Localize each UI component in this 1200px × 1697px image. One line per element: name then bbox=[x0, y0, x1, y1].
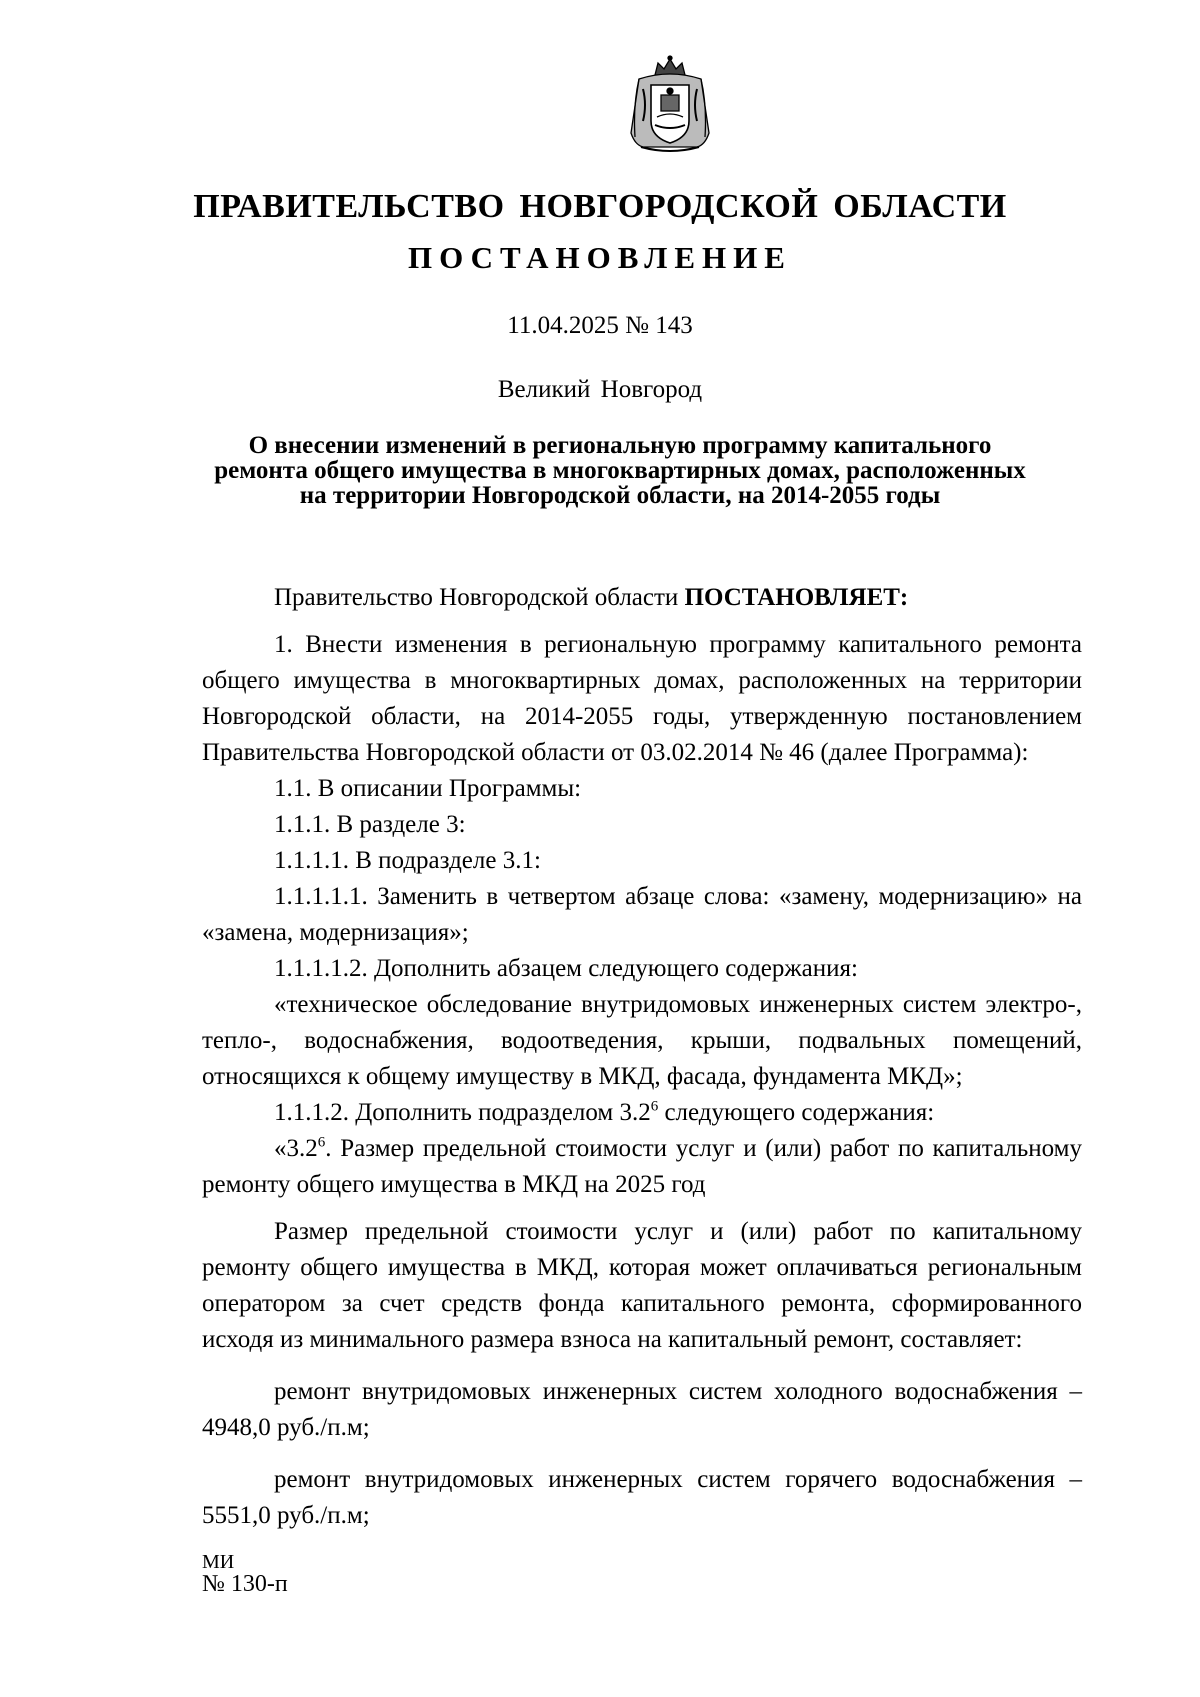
title-line: ремонта общего имущества в многоквартирных домах, расположенных bbox=[214, 457, 1026, 484]
organization-title: ПРАВИТЕЛЬСТВО НОВГОРОДСКОЙ ОБЛАСТИ bbox=[193, 188, 1007, 225]
document-city: Великий Новгород bbox=[497, 376, 703, 403]
paragraph-1-1-1-1: 1.1.1.1. В подразделе 3.1: bbox=[274, 847, 541, 874]
paragraph-cold-water: ремонт внутридомовых инженерных систем холодного водоснабжения – 4948,0 руб./п.м; bbox=[202, 1378, 1082, 1441]
paragraph-1-1-1: 1.1.1. В разделе 3: bbox=[274, 811, 466, 838]
document-type: ПОСТАНОВЛЕНИЕ bbox=[408, 240, 792, 275]
document-body bbox=[202, 580, 1082, 1534]
text-part: «3.2 bbox=[274, 1135, 318, 1162]
paragraph-1-1: 1.1. В описании Программы: bbox=[274, 775, 582, 802]
footer-project-number: № 130-п bbox=[202, 1571, 288, 1597]
paragraph-1-1-1-1-1: 1.1.1.1.1. Заменить в четвертом абзаце слова: «замену, модернизацию» на «замена, модернизация»; bbox=[202, 883, 1082, 946]
paragraph-quote: «техническое обследование внутридомовых инженерных систем электро-, тепло-, водоснабжения, водоотведения, крыши, подвальных помещений, относящихся к общему имуществу в МКД, фасада, фундамента МКД»; bbox=[202, 991, 1082, 1090]
title-line: на территории Новгородской области, на 2014-2055 годы bbox=[299, 482, 941, 509]
resolution-intro bbox=[202, 580, 1082, 616]
text-part: 1.1.1.2. Дополнить подразделом 3.2 bbox=[274, 1099, 651, 1126]
intro-bold: ПОСТАНОВЛЯЕТ: bbox=[684, 584, 909, 611]
document-date-number: 11.04.2025 № 143 bbox=[507, 312, 693, 339]
document-footer bbox=[202, 1551, 288, 1597]
title-line: О внесении изменений в региональную программу капитального bbox=[248, 432, 992, 459]
document-title bbox=[190, 433, 1050, 508]
footer-initials: МИ bbox=[202, 1551, 235, 1573]
paragraph-hot-water: ремонт внутридомовых инженерных систем горячего водоснабжения – 5551,0 руб./п.м; bbox=[202, 1466, 1082, 1529]
coat-of-arms-icon bbox=[625, 55, 715, 157]
text-part: следующего содержания: bbox=[658, 1099, 935, 1126]
superscript: 6 bbox=[317, 1134, 326, 1151]
paragraph-1-1-1-2 bbox=[202, 1095, 1082, 1131]
intro-text: Правительство Новгородской области bbox=[274, 584, 685, 611]
superscript: 6 bbox=[650, 1098, 659, 1115]
paragraph-1: 1. Внести изменения в региональную программу капитального ремонта общего имущества в многоквартирных домах, расположенных на территории Новгородской области, на 2014-2055 годы, утвержденную постановлением Правительства Новгородской области от 03.02.2014 № 46 (далее Программа): bbox=[202, 631, 1082, 766]
paragraph-size: Размер предельной стоимости услуг и (или) работ по капитальному ремонту общего имущества в МКД, которая может оплачиваться региональным оператором за счет средств фонда капитального ремонта, сформированного исходя из минимального размера взноса на капитальный ремонт, составляет: bbox=[202, 1218, 1082, 1353]
section-heading-3-2-6 bbox=[202, 1131, 1082, 1203]
paragraph-1-1-1-1-2: 1.1.1.1.2. Дополнить абзацем следующего содержания: bbox=[274, 955, 858, 982]
text-part: . Размер предельной стоимости услуг и (или) работ по капитальному ремонту общего имущества в МКД на 2025 год bbox=[202, 1135, 1082, 1198]
